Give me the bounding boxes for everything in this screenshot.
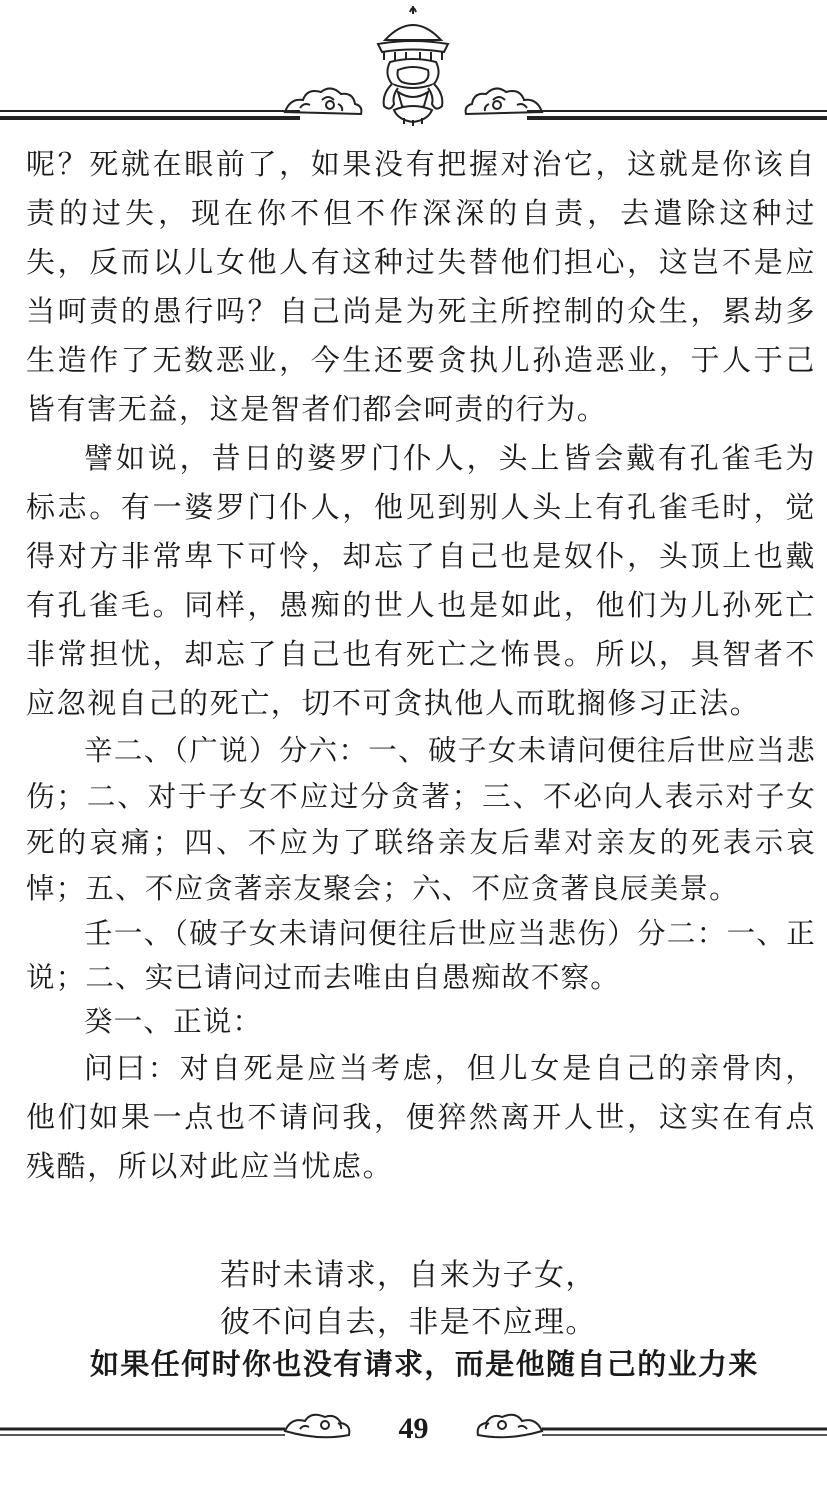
outline-heading-ren1: 壬一、（破子女未请问便往后世应当悲伤）分二：一、正说；二、实已请问过而去唯由自愚痴故不察。 — [26, 917, 816, 994]
header-rule-right — [527, 111, 827, 118]
header-ornament — [0, 0, 827, 140]
verse-line-2: 彼不问自去，非是不应理。 — [220, 1305, 597, 1340]
header-rule-left — [0, 111, 300, 118]
paragraph-commentary-1: 呢？死就在眼前了，如果没有把握对治它，这就是你该自责的过失，现在你不但不作深深的自责，去遣除这种过失，反而以儿女他人有这种过失替他们担心，这岂不是应当呵责的愚行吗？自己尚是为死主所控制的众生，累劫多生造作了无数恶业，今生还要贪执儿孙造恶业，于人于己皆有害无益，这是智者们都会呵责的行为。 — [26, 147, 816, 426]
outline-heading-gui1: 癸一、正说： — [84, 1005, 263, 1038]
verse-line-1: 若时未请求，自来为子女， — [220, 1258, 597, 1293]
outline-heading-xin2: 辛二、（广说）分六：一、破子女未请问便往后世应当悲伤；二、对于子女不应过分贪著；三、不必向人表示对子女死的哀痛；四、不应为了联络亲友后辈对亲友的死表示哀悼；五、不应贪著亲友聚会；六、不应贪著良辰美景。 — [26, 734, 816, 905]
paragraph-explanation: 如果任何时你也没有请求，而是他随自己的业力来 — [90, 1347, 759, 1381]
paragraph-commentary-2: 譬如说，昔日的婆罗门仆人，头上皆会戴有孔雀毛为标志。有一婆罗门仆人，他见到别人头上有孔雀毛时，觉得对方非常卑下可怜，却忘了自己也是奴仆，头顶上也戴有孔雀毛。同样，愚痴的世人也是如此，他们为儿孙死亡非常担忧，却忘了自己也有死亡之怖畏。所以，具智者不应忽视自己的死亡，切不可贪执他人而耽搁修习正法。 — [26, 441, 816, 720]
page-body — [26, 140, 816, 1191]
emblem-icon — [378, 6, 448, 126]
paragraph-question: 问曰：对自死是应当考虑，但儿女是自己的亲骨肉，他们如果一点也不请问我，便猝然离开人世，这实在有点残酷，所以对此应当忧虑。 — [26, 1051, 816, 1183]
page-number: 49 — [398, 1412, 429, 1445]
